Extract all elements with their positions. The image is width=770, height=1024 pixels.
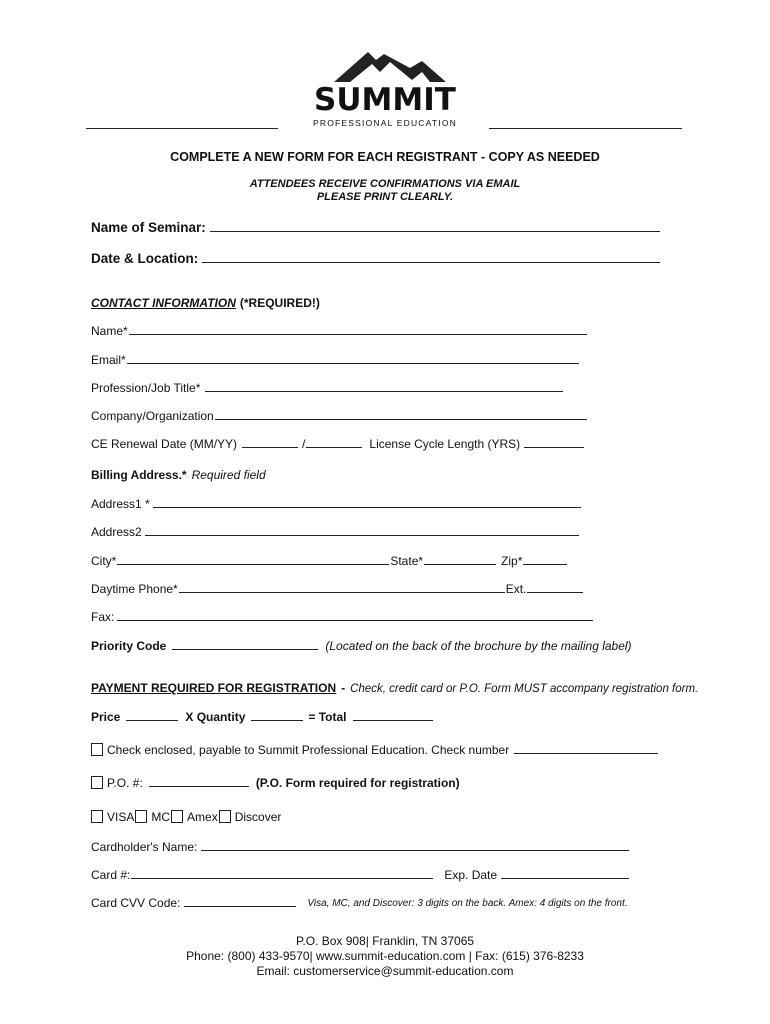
address1-field[interactable] xyxy=(153,506,581,508)
contact-heading: CONTACT INFORMATION xyxy=(91,296,236,310)
phone-label: Daytime Phone* xyxy=(91,582,178,596)
ce-renewal-label: CE Renewal Date (MM/YY) xyxy=(91,437,238,451)
footer-address: P.O. Box 908| Franklin, TN 37065 xyxy=(295,934,475,948)
email-notice: ATTENDEES RECEIVE CONFIRMATIONS VIA EMAIL xyxy=(249,178,521,190)
cvv-field[interactable] xyxy=(184,905,296,907)
header-rule-left xyxy=(86,128,278,129)
profession-field[interactable] xyxy=(205,390,563,392)
visa-checkbox[interactable] xyxy=(91,810,103,823)
check-option-label: Check enclosed, payable to Summit Professional Education. Check number xyxy=(107,743,510,757)
exp-date-field[interactable] xyxy=(501,877,629,879)
email-field[interactable] xyxy=(127,362,579,364)
cvv-label: Card CVV Code: xyxy=(91,896,181,910)
address1-label: Address1 * xyxy=(91,497,150,511)
fax-field[interactable] xyxy=(117,619,593,621)
seminar-name-label: Name of Seminar: xyxy=(91,220,206,235)
amex-checkbox[interactable] xyxy=(171,810,183,823)
po-number-field[interactable] xyxy=(149,785,249,787)
card-number-label: Card #: xyxy=(91,868,131,882)
po-note: (P.O. Form required for registration) xyxy=(255,776,460,790)
footer-phone: Phone: (800) 433-9570| www.summit-education.com | Fax: (615) 376-8233 xyxy=(186,949,584,963)
state-label: State* xyxy=(390,554,424,568)
cardholder-field[interactable] xyxy=(201,849,629,851)
ext-label: Ext. xyxy=(505,582,527,596)
quantity-label: X Quantity xyxy=(185,710,246,724)
date-location-field[interactable] xyxy=(202,261,660,263)
card-number-field[interactable] xyxy=(131,877,433,879)
email-label: Email* xyxy=(91,353,126,367)
ce-renewal-year-field[interactable] xyxy=(306,446,362,448)
form-title: COMPLETE A NEW FORM FOR EACH REGISTRANT - COPY AS NEEDED xyxy=(170,150,600,164)
license-cycle-label: License Cycle Length (YRS) xyxy=(369,437,521,451)
discover-label: Discover xyxy=(234,810,282,824)
visa-label: VISA xyxy=(107,810,135,824)
check-option-checkbox[interactable] xyxy=(91,743,103,756)
amex-label: Amex xyxy=(187,810,218,824)
mc-checkbox[interactable] xyxy=(135,810,147,823)
profession-label: Profession/Job Title* xyxy=(91,381,201,395)
seminar-name-field[interactable] xyxy=(210,230,660,232)
price-label: Price xyxy=(91,710,121,724)
license-cycle-field[interactable] xyxy=(524,446,584,448)
price-field[interactable] xyxy=(126,719,178,721)
address2-field[interactable] xyxy=(145,534,579,536)
date-location-label: Date & Location: xyxy=(91,251,199,266)
address2-label: Address2 xyxy=(91,525,142,539)
ce-renewal-slash: / xyxy=(302,437,306,451)
zip-field[interactable] xyxy=(523,563,567,565)
company-label: Company/Organization xyxy=(91,409,214,423)
city-label: City* xyxy=(91,554,117,568)
ext-field[interactable] xyxy=(527,591,583,593)
fax-label: Fax: xyxy=(91,610,115,624)
state-field[interactable] xyxy=(424,563,496,565)
cvv-note: Visa, MC, and Discover: 3 digits on the back. Amex: 4 digits on the front. xyxy=(307,898,628,909)
city-field[interactable] xyxy=(117,563,389,565)
billing-required-note: Required field xyxy=(191,468,266,482)
logo xyxy=(310,48,460,133)
billing-heading: Billing Address.* xyxy=(91,468,187,482)
phone-field[interactable] xyxy=(179,591,505,593)
logo-subtitle: PROFESSIONAL EDUCATION xyxy=(312,118,457,128)
name-label: Name* xyxy=(91,324,128,338)
logo-name: SUMMIT xyxy=(314,82,456,118)
cardholder-label: Cardholder's Name: xyxy=(91,840,198,854)
check-number-field[interactable] xyxy=(514,752,658,754)
header-rule-right xyxy=(489,128,682,129)
payment-heading-dash: - xyxy=(341,681,346,695)
total-field[interactable] xyxy=(353,719,433,721)
po-option-label: P.O. #: xyxy=(107,776,143,790)
footer-email: Email: customerservice@summit-education.com xyxy=(256,964,514,978)
exp-date-label: Exp. Date xyxy=(444,868,498,882)
contact-required-note: (*REQUIRED!) xyxy=(239,296,320,310)
payment-heading: PAYMENT REQUIRED FOR REGISTRATION xyxy=(91,681,337,695)
mc-label: MC xyxy=(151,810,171,824)
priority-code-field[interactable] xyxy=(172,648,318,650)
priority-code-note: (Located on the back of the brochure by the mailing label) xyxy=(325,639,632,653)
name-field[interactable] xyxy=(129,333,587,335)
payment-heading-note: Check, credit card or P.O. Form MUST accompany registration form. xyxy=(350,683,699,695)
company-field[interactable] xyxy=(215,418,587,420)
discover-checkbox[interactable] xyxy=(219,810,231,823)
total-label: = Total xyxy=(308,710,347,724)
po-option-checkbox[interactable] xyxy=(91,776,103,789)
zip-label: Zip* xyxy=(501,554,523,568)
priority-code-label: Priority Code xyxy=(91,639,167,653)
quantity-field[interactable] xyxy=(251,719,303,721)
ce-renewal-month-field[interactable] xyxy=(242,446,298,448)
print-notice: PLEASE PRINT CLEARLY. xyxy=(316,191,454,203)
